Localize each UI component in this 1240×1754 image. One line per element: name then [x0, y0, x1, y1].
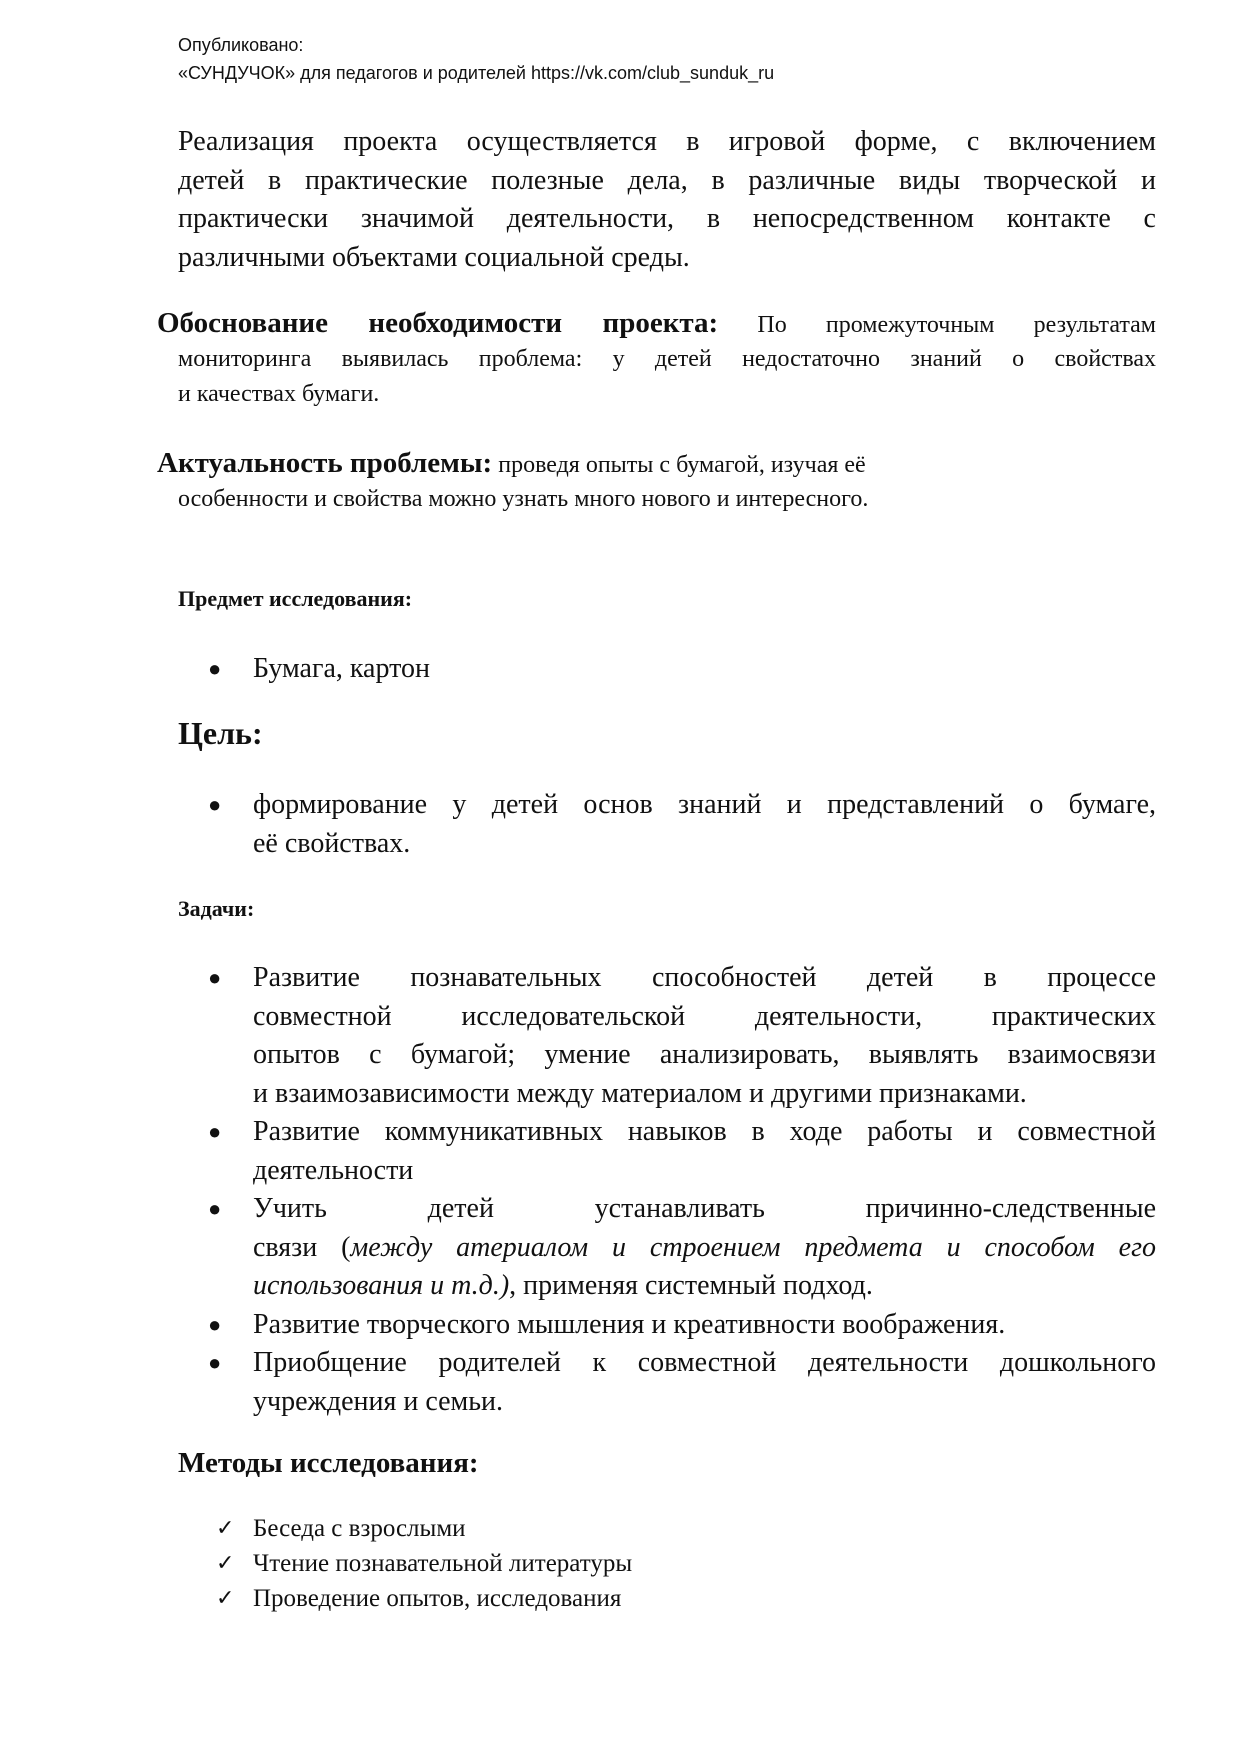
justification-text: По промежуточным результатам: [757, 312, 1156, 338]
bullet-icon: ●: [208, 1350, 222, 1375]
method-item: Беседа с взрослыми: [253, 1515, 466, 1542]
methods-heading: Методы исследования:: [178, 1447, 479, 1479]
text-line: различными объектами социальной среды.: [178, 241, 690, 273]
subject-heading: Предмет исследования:: [178, 586, 413, 611]
task-item: [253, 1306, 1156, 1345]
text-line: особенности и свойства можно узнать много нового и интересного.: [178, 486, 869, 512]
published-label: Опубликовано:: [178, 35, 304, 55]
text-line: и качествах бумаги.: [178, 381, 380, 407]
italic-text: между атериалом и строением предмета и способом его: [350, 1231, 1156, 1263]
text-segment: и взаимозависимости между материалом и другими признаками.: [253, 1077, 1027, 1109]
check-icon: ✓: [216, 1515, 235, 1540]
text-line: детей в практические полезные дела, в различные виды творческой и: [178, 164, 1156, 196]
bullet-icon: ●: [208, 965, 222, 990]
text-line: формирование у детей основ знаний и представлений о бумаге,: [253, 789, 1156, 820]
text-line: практически значимой деятельности, в непосредственном контакте с: [178, 203, 1156, 234]
italic-text: использования и т.д.): [253, 1270, 510, 1301]
text-segment: , применяя системный подход.: [509, 1270, 873, 1301]
text-segment: Учить детей устанавливать причинно-следственные: [253, 1193, 1156, 1224]
subject-item: Бумага, картон: [253, 653, 430, 684]
text-line: её свойствах.: [253, 827, 411, 859]
text-line: мониторинга выявилась проблема: у детей недостаточно знаний о свойствах: [178, 346, 1156, 372]
relevance-heading: Актуальность проблемы:: [157, 447, 493, 479]
text-line: [253, 1344, 1156, 1383]
text-segment: Развитие творческого мышления и креативности воображения.: [253, 1308, 1006, 1340]
relevance-section: [157, 444, 1156, 482]
text-segment: совместной исследовательской деятельности, практических: [253, 1000, 1156, 1032]
task-item: [253, 1190, 1156, 1306]
intro-paragraph: [178, 123, 1156, 277]
bullet-icon: ●: [208, 1311, 222, 1337]
text-segment: опытов с бумагой; умение анализировать, выявлять взаимосвязи: [253, 1039, 1156, 1070]
text-line: [253, 1036, 1156, 1075]
text-segment: Развитие познавательных способностей детей в процессе: [253, 962, 1156, 993]
text-segment: учреждения и семьи.: [253, 1385, 504, 1417]
bullet-icon: ●: [208, 1119, 222, 1144]
text-line: Реализация проекта осуществляется в игровой форме, с включением: [178, 126, 1156, 157]
text-line: [253, 1267, 1156, 1306]
text-line: [253, 1113, 1156, 1152]
text-segment: связи (: [253, 1231, 351, 1263]
text-segment: деятельности: [253, 1154, 414, 1186]
text-segment: Приобщение родителей к совместной деятельности дошкольного: [253, 1347, 1156, 1378]
check-icon: ✓: [216, 1585, 235, 1610]
text-segment: Развитие коммуникативных навыков в ходе работы и совместной: [253, 1116, 1156, 1147]
goal-heading: Цель:: [178, 715, 263, 751]
source-link-line: «СУНДУЧОК» для педагогов и родителей https://vk.com/club_sunduk_ru: [178, 63, 775, 83]
justification-section: [157, 304, 1156, 342]
text-line: [253, 1306, 1156, 1345]
text-line: [253, 959, 1156, 998]
text-line: [253, 1190, 1156, 1229]
task-item: [253, 1344, 1156, 1421]
goal-item: [253, 786, 1156, 863]
text-line: [253, 1383, 1156, 1422]
justification-continued: [178, 342, 1156, 412]
bullet-icon: ●: [208, 792, 222, 817]
text-line: [253, 1229, 1156, 1268]
relevance-continued: [178, 482, 1156, 517]
justification-heading: Обоснование необходимости проекта:: [157, 307, 719, 339]
tasks-heading: Задачи:: [178, 896, 255, 921]
task-item: [253, 959, 1156, 1113]
text-line: [253, 1075, 1156, 1114]
bullet-icon: ●: [208, 1196, 222, 1221]
text-line: [253, 998, 1156, 1037]
check-icon: ✓: [216, 1550, 235, 1575]
method-item: Чтение познавательной литературы: [253, 1550, 633, 1577]
bullet-icon: ●: [208, 656, 222, 681]
text-line: [253, 1152, 1156, 1191]
task-item: [253, 1113, 1156, 1190]
method-item: Проведение опытов, исследования: [253, 1585, 622, 1612]
relevance-text: проведя опыты с бумагой, изучая её: [498, 452, 866, 478]
